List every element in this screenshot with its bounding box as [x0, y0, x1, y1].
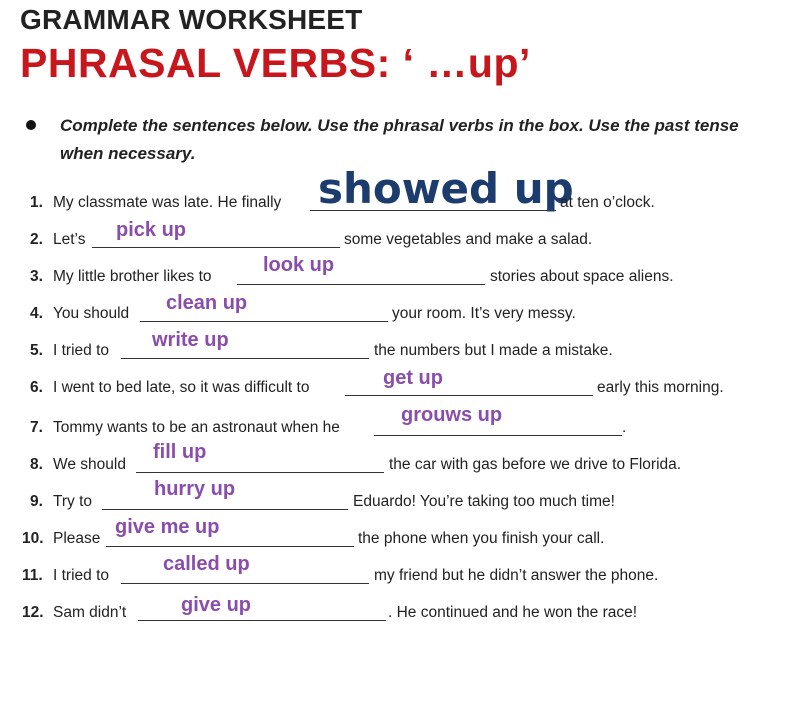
- item-number: 10.: [22, 530, 44, 547]
- sentence-end: the phone when you finish your call.: [358, 530, 605, 547]
- item-number: 12.: [22, 604, 44, 621]
- handwritten-answer: give up: [181, 594, 252, 616]
- sentence-end: . He continued and he won the race!: [388, 604, 638, 621]
- handwritten-answer: grouws up: [401, 404, 503, 426]
- sentence-start: My classmate was late. He finally: [53, 194, 282, 211]
- sentence-start: We should: [53, 456, 126, 473]
- sentence-end: Eduardo! You’re taking too much time!: [353, 493, 615, 510]
- item-number: 8.: [30, 456, 43, 473]
- sentence-start: Sam didn’t: [53, 604, 127, 621]
- instructions-text: Complete the sentences below. Use the phrasal verbs in the box. Use the past tense when necessary.: [60, 116, 739, 163]
- sentence-start: Try to: [53, 493, 93, 510]
- handwritten-answer: showed up: [318, 164, 574, 213]
- answer-blank[interactable]: [374, 435, 622, 436]
- answer-blank[interactable]: [345, 395, 593, 396]
- answer-blank[interactable]: [140, 321, 388, 322]
- bullet-point: [26, 120, 36, 130]
- item-number: 2.: [30, 231, 43, 248]
- handwritten-answer: hurry up: [154, 478, 236, 500]
- answer-blank[interactable]: [138, 620, 386, 621]
- answer-blank[interactable]: [121, 583, 369, 584]
- answer-blank[interactable]: [106, 546, 354, 547]
- handwritten-answer: fill up: [153, 441, 207, 463]
- sentence-end: early this morning.: [597, 379, 724, 396]
- sentence-end: the numbers but I made a mistake.: [374, 342, 613, 359]
- sentence-start: Please: [53, 530, 101, 547]
- item-number: 11.: [22, 567, 43, 584]
- sentence-end: the car with gas before we drive to Florida.: [389, 456, 682, 473]
- sentence-end: your room. It’s very messy.: [392, 305, 576, 322]
- sentence-start: Let’s: [53, 231, 86, 248]
- sentence-start: My little brother likes to: [53, 268, 212, 285]
- sentence-start: Tommy wants to be an astronaut when he: [53, 419, 340, 436]
- sentence-end: .: [622, 419, 627, 436]
- sentence-start: You should: [53, 305, 130, 322]
- item-number: 7.: [30, 419, 43, 436]
- sentence-end: at ten o’clock.: [560, 194, 655, 211]
- answer-blank[interactable]: [136, 472, 384, 473]
- sentence-start: I tried to: [53, 567, 109, 584]
- item-number: 9.: [30, 493, 43, 510]
- sentence-end: my friend but he didn’t answer the phone.: [374, 567, 659, 584]
- item-number: 5.: [30, 342, 43, 359]
- handwritten-answer: called up: [163, 553, 250, 575]
- answer-blank[interactable]: [102, 509, 348, 510]
- handwritten-answer: pick up: [116, 219, 187, 241]
- handwritten-answer: give me up: [115, 516, 220, 538]
- sentence-end: stories about space aliens.: [490, 268, 674, 285]
- worksheet-title: GRAMMAR WORKSHEET: [20, 4, 363, 35]
- sentence-start: I tried to: [53, 342, 109, 359]
- item-number: 4.: [30, 305, 43, 322]
- worksheet-subtitle: PHRASAL VERBS: ‘ …up’: [20, 40, 531, 86]
- item-number: 3.: [30, 268, 43, 285]
- handwritten-answer: clean up: [166, 292, 248, 314]
- item-number: 1.: [30, 194, 43, 211]
- sentence-end: some vegetables and make a salad.: [344, 231, 593, 248]
- answer-blank[interactable]: [237, 284, 485, 285]
- handwritten-answer: look up: [263, 254, 335, 276]
- answer-blank[interactable]: [92, 247, 340, 248]
- handwritten-answer: get up: [383, 367, 443, 389]
- handwritten-answer: write up: [152, 329, 229, 351]
- item-number: 6.: [30, 379, 43, 396]
- answer-blank[interactable]: [121, 358, 369, 359]
- sentence-start: I went to bed late, so it was difficult to: [53, 379, 310, 396]
